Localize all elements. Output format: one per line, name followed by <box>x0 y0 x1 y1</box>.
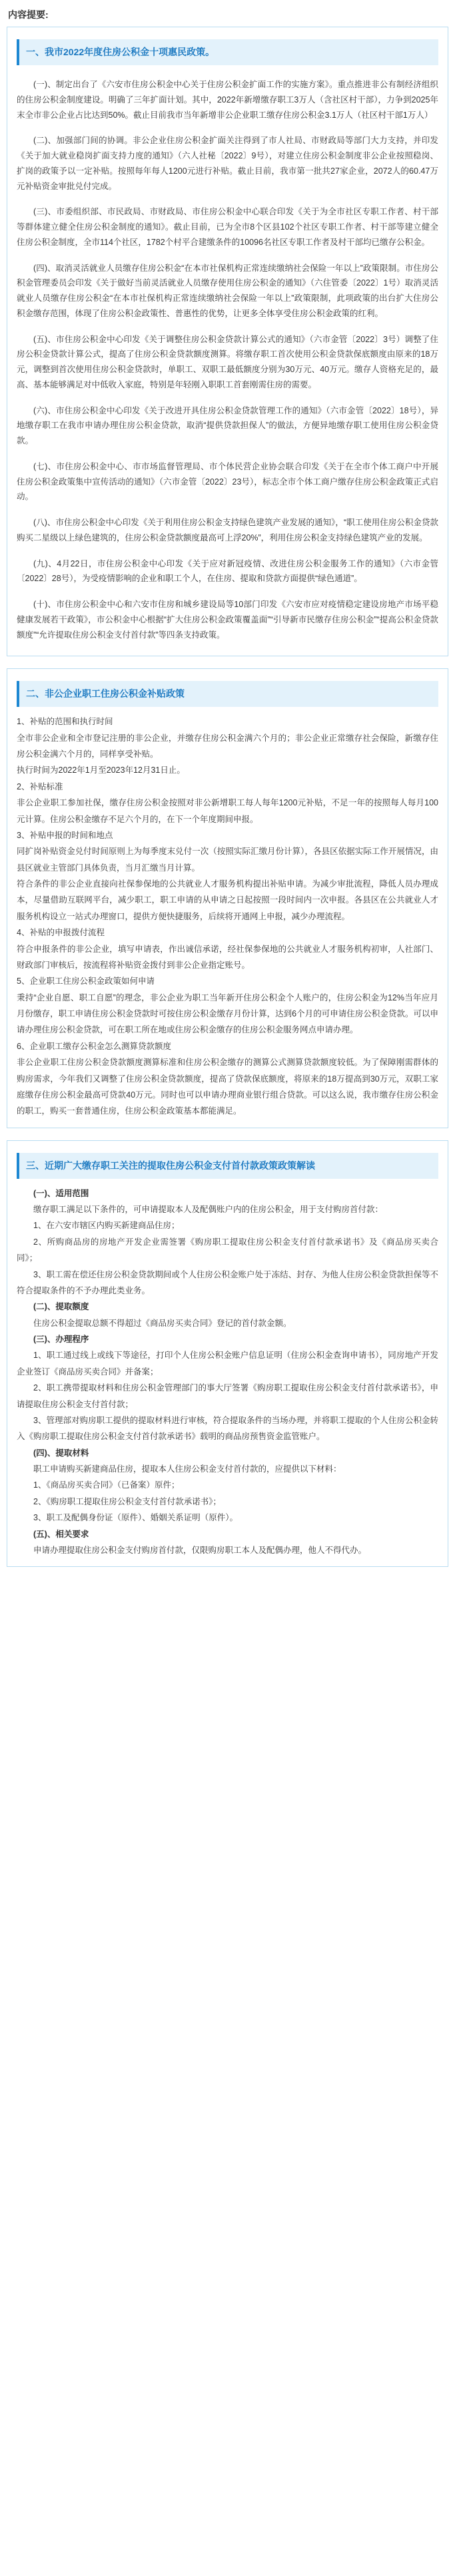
subsidy-line: 符合申报条件的非公企业，填写申请表，作出诚信承诺，经社保参保地的公共就业人才服务机构初审，人社部门、财政部门审核后，按流程将补贴资金拨付到非公企业指定账号。 <box>17 944 438 970</box>
subsidy-line: 2、补贴标准 <box>17 781 63 791</box>
subsidy-line: 执行时间为2022年1月至2023年12月31日止。 <box>17 765 185 775</box>
policy-subheading: (三)、办理程序 <box>33 1335 89 1344</box>
subsidy-line: 符合条件的非公企业直接向社保参保地的公共就业人才服务机构提出补贴申请。为减少审批流程，降低人员办理成本，尽量借助互联网平台，减少职工，职工申请的从申请之日起按照一段时间内一次申报。各县区在公共就业人才服务机构设立一站式办理窗口，提供方便快捷服务，后续将开通网上申报，减少办理流程。 <box>17 879 438 921</box>
section-body-2 <box>7 714 448 1119</box>
section-body-1 <box>7 72 448 648</box>
policy-paragraph: (四)、取消灵活就业人员缴存住房公积金“在本市社保机构正常连续缴纳社会保险一年以上”政策限制。市住房公积金管理委员会印发《关于做好当前灵活就业人员缴存使用住房公积金的通知》（六住管委〔2022〕1号）取消灵活就业人员缴存住房公积金“在本市社保机构正常连续缴纳社会保险一年以上”政策限制，此项政策的出台扩大住房公积金缴存范围，体现了住房公积金政策性、普惠性的优势，让更多全体享受住房公积金政策的红利。 <box>17 263 438 318</box>
policy-paragraph: (八)、市住房公积金中心印发《关于利用住房公积金支持绿色建筑产业发展的通知》，“职工使用住房公积金贷款购买二星级以上绿色建筑的，住房公积金贷款额度最高可上浮20%”，利用住房公积金支持绿色建筑产业的发展。 <box>17 518 438 542</box>
policy-paragraph: (二)、加强部门间的协调。非公企业住房公积金扩面关注得到了市人社局、市财政局等部门大力支持，并印发《关于加大就业稳岗扩面支持力度的通知》（六人社秘〔2022〕9号），对建立住房公积金制度非公企业按照稳岗、扩岗的政策予以一定补贴。按照每年每人1200元进行补贴。截止目前，我市第一批共27家企业，2072人的60.47万元补贴资金审批兑付完成。 <box>17 136 438 191</box>
subsidy-line: 4、补贴的申报拨付流程 <box>17 928 105 938</box>
section-title-1: 一、我市2022年度住房公积金十项惠民政策。 <box>17 39 438 65</box>
policy-line: 3、管理部对购房职工提供的提取材料进行审核，符合提取条件的当场办理，并将职工提取的个人住房公积金转入《购房职工提取住房公积金支付首付款承诺书》载明的商品房预售资金监管账户。 <box>17 1415 438 1442</box>
policy-subheading: (五)、相关要求 <box>33 1529 89 1539</box>
subsidy-line: 非公企业职工住房公积金贷款额度测算标准和住房公积金缴存的测算公式测算贷款额度较低。为了保障刚需群体的购房需求，今年我们又调整了住房公积金贷款额度，提高了贷款保底额度，将原来的18万提高到30万元，双职工家庭缴存住房公积金最高可贷款40万元。同时也可以申请办理商业银行组合贷款。可以这么说，我市缴存住房公积金的职工，购买一套普通住房，住房公积金政策基本都能满足。 <box>17 1058 438 1116</box>
subsidy-line: 非公企业职工参加社保，缴存住房公积金按照对非公新增职工每人每年1200元补贴，不足一年的按照每人每月100元计算。住房公积金缴存不足六个月的，在下一个年度期间申报。 <box>17 798 438 824</box>
policy-paragraph: (六)、市住房公积金中心印发《关于改进开具住房公积金贷款管理工作的通知》（六市金管〔2022〕18号），异地缴存职工在我市申请办理住房公积金贷款，取消“提供贷款担保人”的做法，方便异地缴存职工使用住房公积金贷款。 <box>17 405 438 445</box>
section-title-2: 二、非公企业职工住房公积金补贴政策 <box>17 681 438 707</box>
policy-paragraph: (九)、4月22日，市住房公积金中心印发《关于应对新冠疫情、改进住房公积金服务工作的通知》（六市金管〔2022〕28号），为受疫情影响的企业和职工个人，在住房、提取和贷款方面提供“绿色通道”。 <box>17 558 438 584</box>
policy-line: 1、《商品房买卖合同》（已备案）原件； <box>33 1480 180 1490</box>
policy-subheading: (二)、提取额度 <box>33 1302 89 1312</box>
policy-line: 3、职工需在偿还住房公积金贷款期间或个人住房公积金账户处于冻结、封存、为他人住房公积金贷款担保等不符合提取条件的不予办理此类业务。 <box>17 1269 438 1295</box>
policy-line: 住房公积金提取总额不得超过《商品房买卖合同》登记的首付款金额。 <box>33 1318 292 1328</box>
policy-line: 2、所购商品房的房地产开发企业需签署《购房职工提取住房公积金支付首付款承诺书》及《商品房买卖合同》； <box>17 1237 438 1263</box>
policy-line: 1、职工通过线上或线下等途径，打印个人住房公积金账户信息证明（住房公积金查询申请书），同房地产开发企业签订《商品房买卖合同》并备案； <box>17 1351 438 1377</box>
policy-line: 3、职工及配偶身份证（原件）、婚姻关系证明（原件）。 <box>33 1513 238 1523</box>
policy-line: 2、《购房职工提取住房公积金支付首付款承诺书》； <box>33 1496 221 1506</box>
policy-line: 职工申请购买新建商品住房，提取本人住房公积金支付首付款的，应提供以下材料： <box>33 1464 342 1474</box>
section-box-2 <box>7 668 448 1128</box>
subsidy-line: 1、补贴的范围和执行时间 <box>17 717 113 727</box>
section-body-3 <box>7 1185 448 1559</box>
doc-title: 内容提要: <box>8 9 49 20</box>
policy-paragraph: (三)、市委组织部、市民政局、市财政局、市住房公积金中心联合印发《关于为全市社区专职工作者、村干部等群体建立健全住房公积金制度的通知》。截止目前，已为全市8个区县102个社区专职工作者、村干部等建立健全住房公积金制度，全市114个社区，1782个村平合建缴条件的10096名社区专职工作者及村干部均已缴存公积金。 <box>17 207 438 247</box>
subsidy-line: 秉持“企业自愿、职工自愿”的理念，非公企业为职工当年新开住房公积金个人账户的，住房公积金为12%当年应月月份缴存，职工申请住房公积金贷款时可按住房公积金缴存月份计算，达到6个月的可申请住房公积金贷款。可以申请办理住房公积金贷款，可在职工所在地或住房公积金缴存的住房公积金服务网点申请办理。 <box>17 992 438 1035</box>
subsidy-line: 5、企业职工住房公积金政策如何申请 <box>17 976 155 986</box>
policy-line: 缴存职工满足以下条件的，可申请提取本人及配偶账户内的住房公积金，用于支付购房首付款： <box>33 1205 384 1214</box>
policy-paragraph: (十)、市住房公积金中心和六安市住房和城乡建设局等10部门印发《六安市应对疫情稳定建设房地产市场平稳健康发展若干政策》，市公积金中心根据“扩大住房公积金政策覆盖面”“引导新市民缴存住房公积金”“提高公积金贷款额度”“允许提取住房公积金支付首付款”等四条支持政策。 <box>17 600 438 640</box>
section-title-3: 三、近期广大缴存职工关注的提取住房公积金支付首付款政策政策解读 <box>17 1153 438 1179</box>
section-box-3 <box>7 1140 448 1568</box>
subsidy-line: 6、企业职工缴存公积金怎么测算贷款额度 <box>17 1041 171 1051</box>
policy-subheading: (一)、适用范围 <box>33 1188 89 1198</box>
policy-line: 2、职工携带提取材料和住房公积金管理部门的事大厅签署《购房职工提取住房公积金支付首付款承诺书》，申请提取住房公积金支付首付款； <box>17 1383 438 1409</box>
policy-line: 申请办理提取住房公积金支付购房首付款，仅限购房职工本人及配偶办理，他人不得代办。 <box>33 1545 367 1555</box>
policy-paragraph: (七)、市住房公积金中心、市市场监督管理局、市个体民营企业协会联合印发《关于在全市个体工商户中开展住房公积金政策集中宣传活动的通知》（六市金管〔2022〕23号），标志全市个体工商户缴存住房公积金政策正式启动。 <box>17 461 438 502</box>
policy-subheading: (四)、提取材料 <box>33 1448 89 1458</box>
policy-paragraph: (五)、市住房公积金中心印发《关于调整住房公积金贷款计算公式的通知》（六市金管〔2022〕3号）调整了住房公积金贷款计算公式，提高了住房公积金贷款额度测算。将缴存职工首次使用公积金贷款保底额度由原来的18万元，调整到首次使用住房公积金贷款时，单职工、双职工最低额度分别为30万元、40万元。缴存人资格充足的，最高、基本能够满足对中低收入家庭，特别是年轻刚入职职工首套刚需住房的需要。 <box>17 334 438 389</box>
section-box-1 <box>7 27 448 656</box>
subsidy-line: 3、补贴申报的时间和地点 <box>17 830 113 840</box>
policy-line: 1、在六安市辖区内购买新建商品住房； <box>33 1221 180 1231</box>
subsidy-line: 全市非公企业和全市登记注册的非公企业，并缴存住房公积金满六个月的；非公企业正常缴存社会保险，新缴存住房公积金满六个月的，同样享受补贴。 <box>17 733 438 759</box>
policy-paragraph: (一)、制定出台了《六安市住房公积金中心关于住房公积金扩面工作的实施方案》。重点推进非公有制经济组织的住房公积金制度建设。明确了三年扩面计划。其中，2022年新增缴存职工3万人（含社区村干部），力争到2025年末全市非公企业占比达到50%。截止目前我市当年新增非公企业职工缴存住房公积金3.1万人（社区村干部1万人） <box>17 80 438 120</box>
subsidy-line: 同扩岗补贴资金兑付时间原则上为每季度末兑付一次（按照实际汇缴月份计算），各县区依据实际工作开展情况，由县区就业主管部门具体负责，当月汇缴当月计算。 <box>17 847 438 873</box>
